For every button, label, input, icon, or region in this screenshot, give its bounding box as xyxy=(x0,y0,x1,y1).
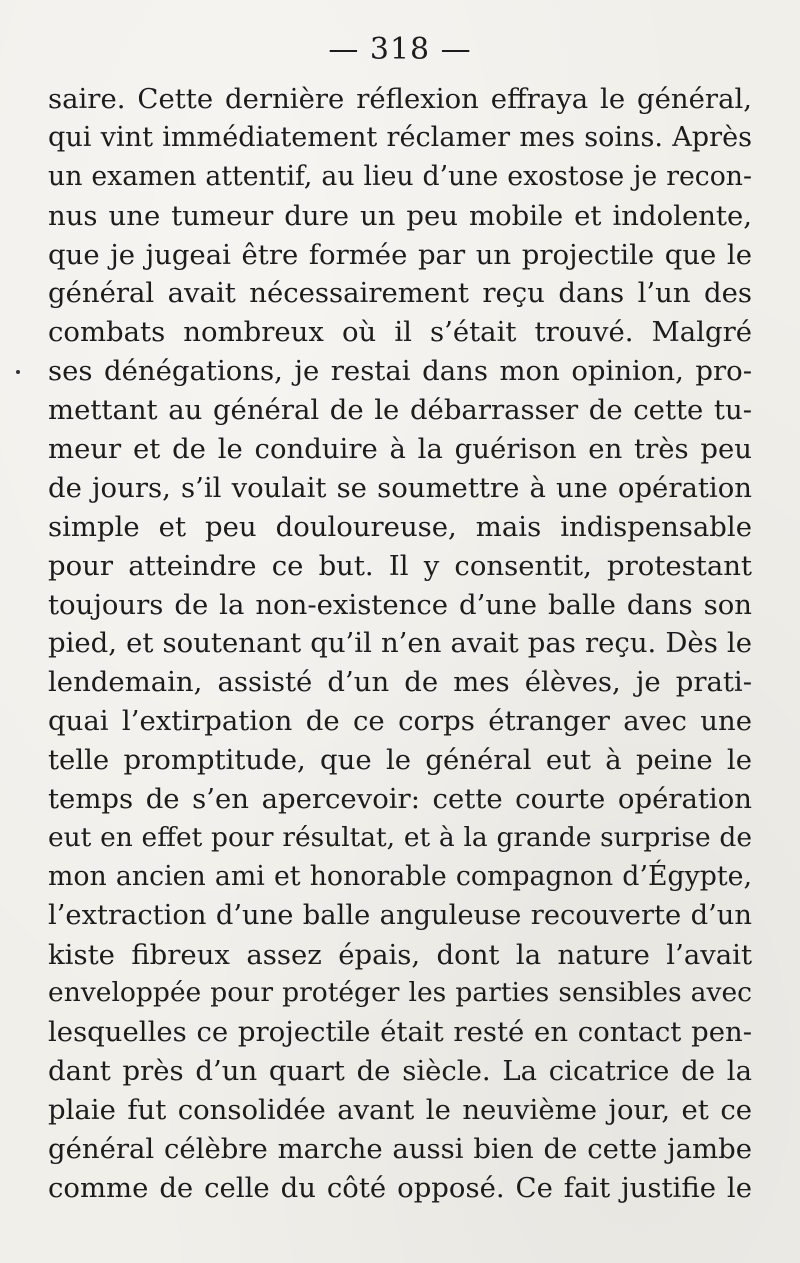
text-line: comme de celle du côté opposé. Ce fait justifie le xyxy=(48,1171,752,1204)
text-line: l’extraction d’une balle anguleuse recouverte d’un xyxy=(48,899,752,931)
text-line: dant près d’un quart de siècle. La cicatrice de la xyxy=(48,1055,752,1088)
text-line: pour atteindre ce but. Il y consentit, protestant xyxy=(48,549,752,582)
text-line: kiste fibreux assez épais, dont la nature l’avait xyxy=(48,938,752,971)
text-line: lendemain, assisté d’un de mes élèves, je prati- xyxy=(48,666,752,699)
text-line: toujours de la non-existence d’une balle dans son xyxy=(48,588,752,621)
text-line: général avait nécessairement reçu dans l’un des xyxy=(48,277,752,310)
text-line: meur et de le conduire à la guérison en très peu xyxy=(48,433,752,466)
margin-mark xyxy=(16,370,20,374)
text-line: eut en effet pour résultat, et à la grande surprise de xyxy=(48,821,752,853)
text-line: saire. Cette dernière réflexion effraya le général, xyxy=(48,83,752,115)
text-line: de jours, s’il voulait se soumettre à une opération xyxy=(48,471,752,504)
text-line: un examen attentif, au lieu d’une exostose je recon- xyxy=(48,160,752,192)
text-line: lesquelles ce projectile était resté en contact pen- xyxy=(48,1016,752,1049)
text-line: enveloppée pour protéger les parties sensibles avec xyxy=(48,977,752,1009)
text-line: telle promptitude, que le général eut à peine le xyxy=(48,744,752,777)
text-line: qui vint immédiatement réclamer mes soins. Après xyxy=(48,121,752,153)
text-line: nus une tumeur dure un peu mobile et indolente, xyxy=(48,199,752,232)
text-line: mettant au général de le débarrasser de cette tu- xyxy=(48,394,752,427)
text-line: général célèbre marche aussi bien de cette jambe xyxy=(48,1133,752,1166)
body-text xyxy=(48,80,752,1208)
text-line: pied, et soutenant qu’il n’en avait pas reçu. Dès le xyxy=(48,627,752,660)
text-line: simple et peu douloureuse, mais indispensable xyxy=(48,510,752,543)
page-number: — 318 — xyxy=(328,32,472,67)
text-line: ses dénégations, je restai dans mon opinion, pro- xyxy=(48,355,752,388)
text-line: temps de s’en apercevoir: cette courte opération xyxy=(48,783,752,816)
text-line: que je jugeai être formée par un projectile que le xyxy=(48,238,752,271)
text-line: mon ancien ami et honorable compagnon d’Égypte, xyxy=(48,860,752,892)
text-line: plaie fut consolidée avant le neuvième jour, et ce xyxy=(48,1094,752,1127)
text-line: quai l’extirpation de ce corps étranger avec une xyxy=(48,705,752,738)
text-line: combats nombreux où il s’était trouvé. Malgré xyxy=(48,316,752,349)
